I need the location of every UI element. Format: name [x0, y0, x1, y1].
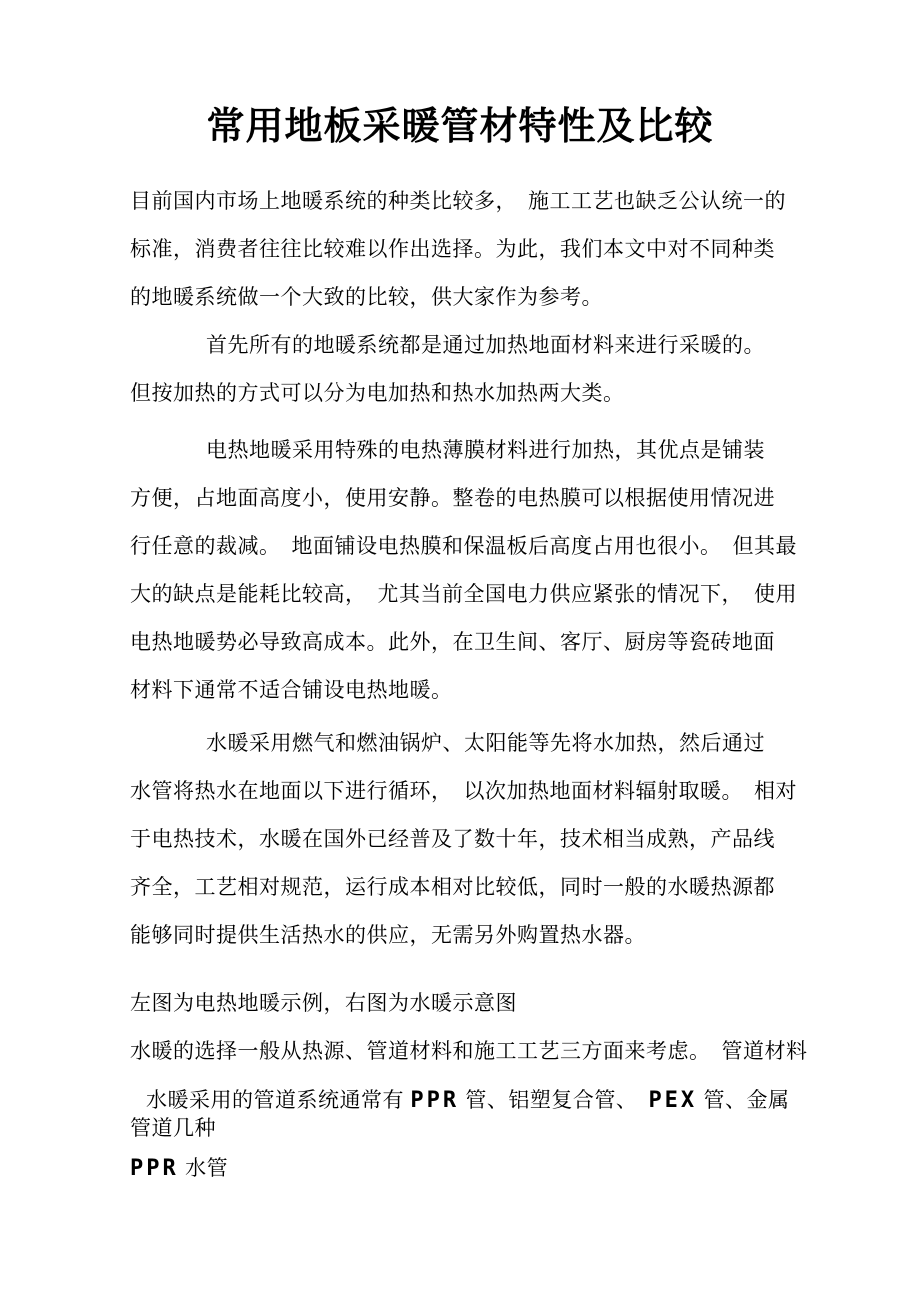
text-line [130, 1087, 790, 1115]
document-body [130, 178, 808, 1183]
text-line: 但按加热的方式可以分为电加热和热水加热两大类。 [130, 382, 625, 405]
bold-term: PEX [648, 1088, 698, 1113]
text-line: 目前国内市场上地暖系统的种类比较多， 施工工艺也缺乏公认统一的 [130, 190, 786, 213]
text-line: 标准，消费者往往比较难以作出选择。为此，我们本文中对不同种类 [130, 238, 775, 261]
text-line: 首先所有的地暖系统都是通过加热地面材料来进行采暖的。 [206, 334, 765, 357]
bold-term: PPR [130, 1156, 179, 1181]
text-segment: 管、金属 [697, 1089, 790, 1112]
paragraph [130, 720, 797, 960]
paragraph [130, 1087, 790, 1143]
paragraph [130, 1155, 790, 1183]
paragraph [130, 178, 790, 322]
text-line: 管道几种 [130, 1117, 216, 1140]
text-line: 大的缺点是能耗比较高， 尤其当前全国电力供应紧张的情况下， 使用 [130, 583, 797, 606]
text-line: 水管将热水在地面以下进行循环， 以次加热地面材料辐射取暖。 相对 [130, 780, 797, 803]
text-segment: 水管 [178, 1157, 229, 1180]
text-line: 左图为电热地暖示例，右图为水暖示意图 [130, 992, 517, 1015]
text-line: 齐全，工艺相对规范，运行成本相对比较低，同时一般的水暖热源都 [130, 876, 775, 899]
paragraph [130, 980, 790, 1028]
text-line: 的地暖系统做一个大致的比较，供大家作为参考。 [130, 286, 603, 309]
bold-term: PPR [410, 1088, 460, 1113]
text-line: 水暖的选择一般从热源、管道材料和施工工艺三方面来考虑。 管道材料 [130, 1040, 808, 1063]
text-line: 电热地暖势必导致高成本。此外，在卫生间、客厅、厨房等瓷砖地面 [130, 631, 775, 654]
paragraph [130, 427, 797, 715]
text-line: 水暖采用燃气和燃油锅炉、太阳能等先将水加热，然后通过 [206, 732, 765, 755]
text-segment: 管、铝塑复合管、 [459, 1089, 649, 1112]
text-line: 行任意的裁减。 地面铺设电热膜和保温板后高度占用也很小。 但其最 [130, 535, 797, 558]
paragraph [130, 1028, 808, 1076]
text-segment: 水暖采用的管道系统通常有 [146, 1089, 411, 1112]
text-line: 于电热技术，水暖在国外已经普及了数十年，技术相当成熟，产品线 [130, 828, 775, 851]
text-line: 能够同时提供生活热水的供应，无需另外购置热水器。 [130, 924, 646, 947]
paragraph [130, 322, 790, 418]
text-line: 方便，占地面高度小，使用安静。整卷的电热膜可以根据使用情况进 [130, 487, 775, 510]
document-title: 常用地板采暖管材特性及比较 [206, 106, 714, 148]
text-line: 电热地暖采用特殊的电热薄膜材料进行加热，其优点是铺装 [206, 439, 765, 462]
text-line: 材料下通常不适合铺设电热地暖。 [130, 679, 453, 702]
text-line [130, 1155, 790, 1183]
